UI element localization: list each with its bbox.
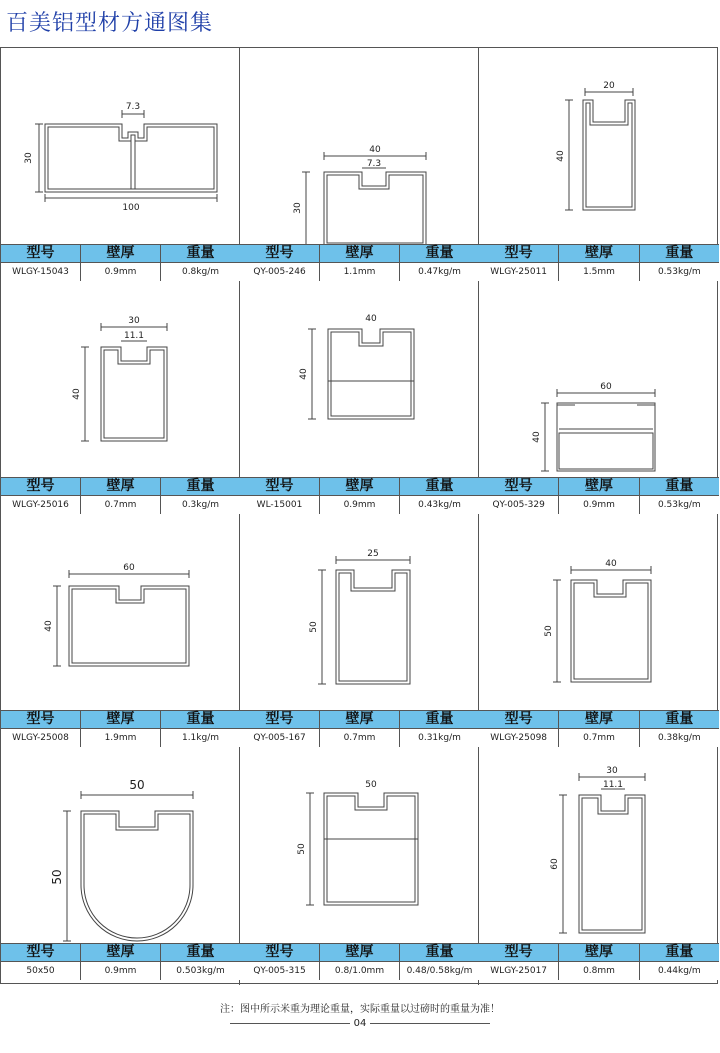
spec-row <box>1 961 240 980</box>
dim-label: 60 <box>600 382 612 392</box>
header-model: 型号 <box>1 478 81 495</box>
profile-drawing <box>1 514 240 710</box>
header-thickness: 壁厚 <box>81 711 161 728</box>
dim-label: 25 <box>367 549 379 559</box>
header-weight: 重量 <box>425 944 454 960</box>
thickness-value: 0.9mm <box>81 263 161 281</box>
weight-value: 0.44kg/m <box>657 966 701 976</box>
thickness-value: 1.1mm <box>320 263 400 281</box>
dim-label: 30 <box>293 202 303 214</box>
spec-header <box>479 244 719 262</box>
weight-value: 0.3kg/m <box>181 500 220 510</box>
dim-label: 30 <box>24 152 34 164</box>
divider <box>370 1023 490 1024</box>
model-value: WLGY-15043 <box>1 263 81 281</box>
header-model: 型号 <box>240 478 320 495</box>
dim-label: 60 <box>123 563 135 573</box>
profile-drawing <box>479 747 718 943</box>
spec-header <box>1 943 240 961</box>
page-number: 04 <box>353 1018 367 1029</box>
dim-label: 40 <box>369 145 381 155</box>
profile-cell <box>1 281 240 514</box>
dim-label: 40 <box>556 150 566 162</box>
profile-cell <box>1 747 240 985</box>
model-value: QY-005-167 <box>240 729 320 747</box>
spec-row <box>479 728 719 747</box>
spec-header <box>479 710 719 728</box>
profile-drawing <box>1 48 240 244</box>
spec-row <box>1 495 240 514</box>
weight-value: 0.503kg/m <box>176 966 225 976</box>
header-model: 型号 <box>479 944 559 961</box>
header-thickness: 壁厚 <box>559 245 639 262</box>
profile-drawing <box>1 281 240 477</box>
profile-drawing <box>479 514 718 710</box>
weight-value: 0.38kg/m <box>657 733 701 743</box>
dim-label: 40 <box>532 431 542 443</box>
spec-header <box>240 477 479 495</box>
dim-label: 60 <box>550 858 560 870</box>
footnote: 注：图中所示米重为理论重量，实际重量以过磅时的重量为准！ <box>220 1004 500 1015</box>
model-value: QY-005-329 <box>479 496 559 514</box>
header-weight: 重量 <box>665 478 694 494</box>
profile-drawing <box>240 48 479 244</box>
header-weight: 重量 <box>186 245 215 261</box>
model-value: WLGY-25016 <box>1 496 81 514</box>
header-model: 型号 <box>240 245 320 262</box>
profile-drawing <box>240 747 479 943</box>
dim-label: 20 <box>603 81 615 91</box>
dim-label: 7.3 <box>366 159 382 169</box>
spec-row <box>479 262 719 281</box>
profile-catalog-grid <box>0 47 718 984</box>
profile-drawing <box>1 747 240 943</box>
page-title: 百美铝型材方通图集 <box>6 11 214 36</box>
model-value: QY-005-315 <box>240 962 320 980</box>
header-thickness: 壁厚 <box>559 711 639 728</box>
dim-label: 11.1 <box>602 780 624 790</box>
thickness-value: 0.7mm <box>320 729 400 747</box>
header-weight: 重量 <box>186 478 215 494</box>
profile-drawing <box>479 48 718 244</box>
thickness-value: 0.7mm <box>81 496 161 514</box>
profile-cell <box>240 48 479 281</box>
model-value: QY-005-246 <box>240 263 320 281</box>
header-thickness: 壁厚 <box>320 245 400 262</box>
spec-row <box>240 495 479 514</box>
header-model: 型号 <box>1 245 81 262</box>
header-weight: 重量 <box>425 711 454 727</box>
header-model: 型号 <box>240 944 320 961</box>
weight-value: 0.48/0.58kg/m <box>406 966 473 976</box>
spec-row <box>240 262 479 281</box>
header-thickness: 壁厚 <box>320 478 400 495</box>
thickness-value: 0.8/1.0mm <box>320 962 400 980</box>
header-thickness: 壁厚 <box>81 245 161 262</box>
header-model: 型号 <box>1 944 81 961</box>
thickness-value: 0.8mm <box>559 962 639 980</box>
profile-drawing <box>240 281 479 477</box>
dim-label: 50 <box>309 621 319 633</box>
dim-label: 7.3 <box>125 102 141 112</box>
model-value: WLGY-25098 <box>479 729 559 747</box>
header-weight: 重量 <box>665 944 694 960</box>
header-thickness: 壁厚 <box>320 944 400 961</box>
weight-value: 1.1kg/m <box>181 733 220 743</box>
header-weight: 重量 <box>665 245 694 261</box>
divider <box>230 1023 350 1024</box>
profile-cell <box>240 281 479 514</box>
dim-label: 50 <box>129 778 145 792</box>
model-value: WLGY-25017 <box>479 962 559 980</box>
weight-value: 0.53kg/m <box>657 500 701 510</box>
dim-label: 50 <box>365 780 377 790</box>
weight-value: 0.47kg/m <box>418 267 461 277</box>
header-weight: 重量 <box>425 478 454 494</box>
header-model: 型号 <box>1 711 81 728</box>
spec-row <box>240 961 479 980</box>
weight-value: 0.8kg/m <box>181 267 220 277</box>
spec-header <box>1 710 240 728</box>
dim-label: 30 <box>128 316 140 326</box>
weight-value: 0.43kg/m <box>418 500 461 510</box>
dim-label: 30 <box>606 766 618 776</box>
spec-header <box>240 943 479 961</box>
model-value: WLGY-25008 <box>1 729 81 747</box>
model-value: WLGY-25011 <box>479 263 559 281</box>
model-value: WL-15001 <box>240 496 320 514</box>
dim-label: 50 <box>544 625 554 637</box>
header-thickness: 壁厚 <box>81 478 161 495</box>
weight-value: 0.53kg/m <box>657 267 701 277</box>
profile-drawing <box>240 514 479 710</box>
header-thickness: 壁厚 <box>559 944 639 961</box>
profile-cell <box>479 48 719 281</box>
page-footer <box>0 1018 720 1029</box>
thickness-value: 1.5mm <box>559 263 639 281</box>
spec-header <box>1 477 240 495</box>
spec-row <box>1 262 240 281</box>
dim-label: 50 <box>297 843 307 855</box>
dim-label: 50 <box>50 869 64 885</box>
spec-row <box>479 495 719 514</box>
dim-label: 40 <box>44 620 54 632</box>
header-thickness: 壁厚 <box>81 944 161 961</box>
dim-label: 40 <box>605 559 617 569</box>
dim-label: 40 <box>365 314 377 324</box>
header-model: 型号 <box>479 478 559 495</box>
spec-header <box>240 244 479 262</box>
profile-drawing <box>479 281 718 477</box>
profile-cell <box>240 747 479 985</box>
profile-cell <box>1 514 240 747</box>
header-weight: 重量 <box>665 711 694 727</box>
profile-cell <box>479 514 719 747</box>
profile-cell <box>240 514 479 747</box>
spec-row <box>240 728 479 747</box>
header-weight: 重量 <box>186 944 215 960</box>
dim-label: 100 <box>122 203 140 213</box>
dim-label: 40 <box>299 368 309 380</box>
profile-cell <box>1 48 240 281</box>
spec-header <box>479 943 719 961</box>
header-thickness: 壁厚 <box>559 478 639 495</box>
dim-label: 40 <box>72 388 82 400</box>
thickness-value: 0.9mm <box>559 496 639 514</box>
profile-cell <box>479 747 719 985</box>
header-model: 型号 <box>479 245 559 262</box>
thickness-value: 0.9mm <box>320 496 400 514</box>
spec-row <box>479 961 719 980</box>
thickness-value: 0.7mm <box>559 729 639 747</box>
dim-label: 11.1 <box>123 331 145 341</box>
spec-row <box>1 728 240 747</box>
header-weight: 重量 <box>425 245 454 261</box>
spec-header <box>240 710 479 728</box>
weight-value: 0.31kg/m <box>418 733 461 743</box>
header-model: 型号 <box>479 711 559 728</box>
header-weight: 重量 <box>186 711 215 727</box>
header-model: 型号 <box>240 711 320 728</box>
profile-cell <box>479 281 719 514</box>
spec-header <box>479 477 719 495</box>
header-thickness: 壁厚 <box>320 711 400 728</box>
model-value: 50x50 <box>1 962 81 980</box>
spec-header <box>1 244 240 262</box>
thickness-value: 0.9mm <box>81 962 161 980</box>
thickness-value: 1.9mm <box>81 729 161 747</box>
